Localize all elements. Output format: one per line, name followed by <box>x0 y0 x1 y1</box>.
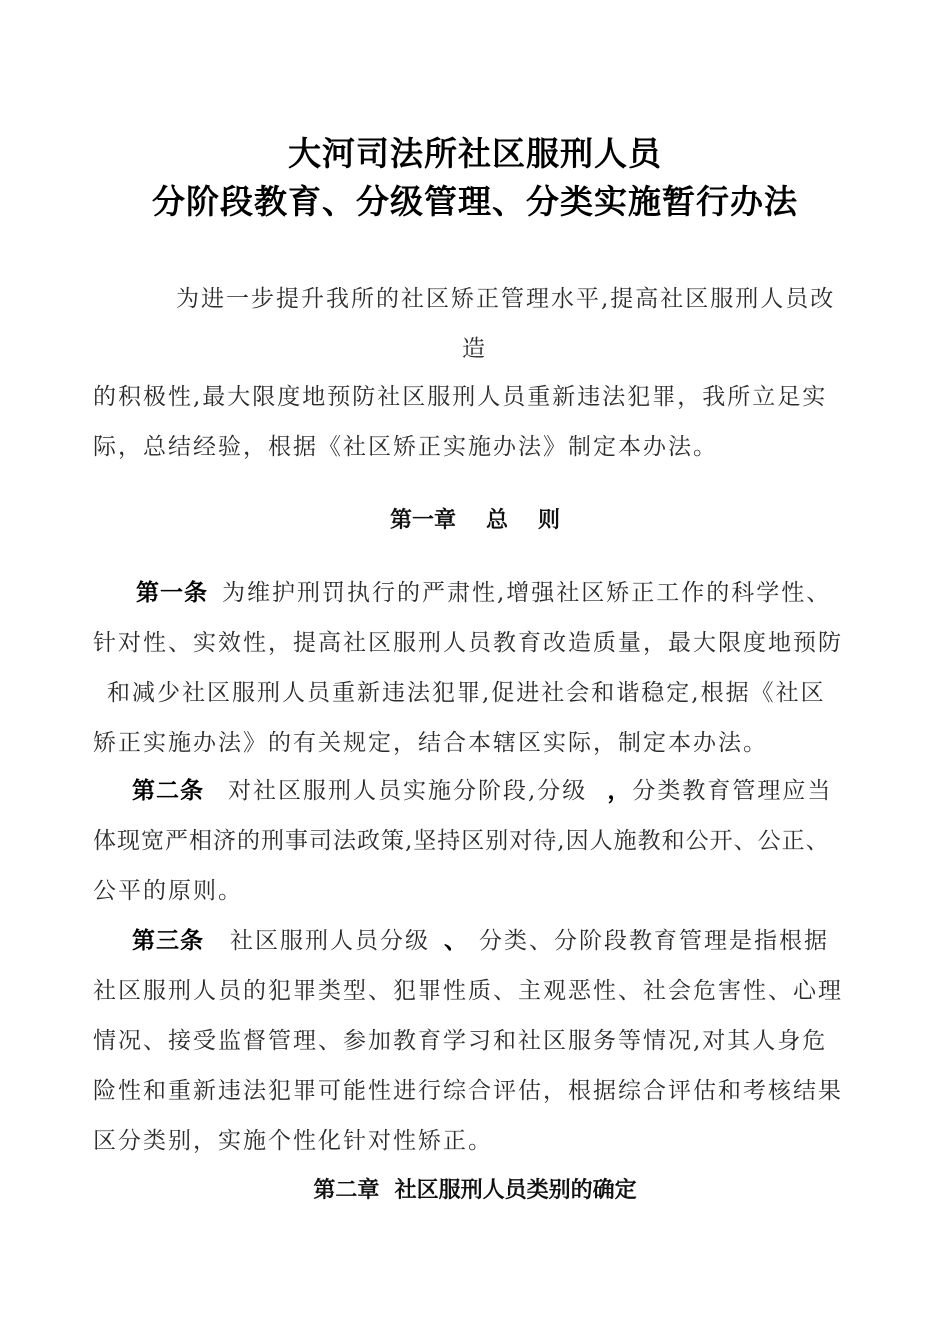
article-3-text-1c: 分类、分阶段教育管理是指根据 <box>479 928 829 954</box>
article-1-line-4: 矫正实施办法》的有关规定，结合本辖区实际，制定本办法。 <box>93 730 768 756</box>
article-1-line-3: 和减少社区服刑人员重新违法犯罪,促进社会和谐稳定,根据《社区 <box>107 680 826 706</box>
chapter-1-number: 第一章 <box>389 508 456 533</box>
article-3-line-3: 情况、接受监督管理、参加教育学习和社区服务等情况,对其人身危 <box>93 1028 828 1054</box>
article-3-line-4: 险性和重新违法犯罪可能性进行综合评估，根据综合评估和考核结果 <box>93 1078 843 1104</box>
article-2-line-2: 体现宽严相济的刑事司法政策,坚持区别对待,因人施教和公开、公正、 <box>93 828 830 854</box>
intro-line-4: 际，总结经验，根据《社区矫正实施办法》制定本办法。 <box>93 434 718 460</box>
article-1-label: 第一条 <box>136 580 208 606</box>
article-2-comma: ， <box>607 778 633 804</box>
article-2-line-1 <box>132 776 832 806</box>
article-3-line-5: 区分类别，实施个性化针对性矫正。 <box>93 1128 493 1154</box>
article-3-line-2: 社区服刑人员的犯罪类型、犯罪性质、主观恶性、社会危害性、心理 <box>93 978 843 1004</box>
article-3-comma: 、 <box>444 928 469 954</box>
intro-line-3: 的积极性,最大限度地预防社区服刑人员重新违法犯罪，我所立足实 <box>93 384 828 410</box>
chapter-2-heading: 第二章 社区服刑人员类别的确定 <box>313 1178 637 1203</box>
article-1-text-1: 为维护刑罚执行的严肃性,增强社区矫正工作的科学性、 <box>222 580 832 606</box>
article-3-text-1a: 社区服刑人员分级 <box>230 928 430 954</box>
article-2-label: 第二条 <box>132 778 204 804</box>
article-1-line-2: 针对性、实效性，提高社区服刑人员教育改造质量，最大限度地预防 <box>93 630 843 656</box>
article-3-line-1 <box>132 926 829 956</box>
document-title-line-2: 分阶段教育、分级管理、分类实施暂行办法 <box>152 182 798 221</box>
intro-line-1: 为进一步提升我所的社区矫正管理水平,提高社区服刑人员改 <box>176 286 836 312</box>
intro-line-2: 造 <box>462 336 487 362</box>
chapter-1-heading <box>0 506 950 536</box>
article-2-text-1a: 对社区服刑人员实施分阶段,分级 <box>228 778 588 804</box>
article-3-label: 第三条 <box>132 928 204 954</box>
article-2-text-1c: 分类教育管理应当 <box>632 778 833 804</box>
chapter-1-title-b: 则 <box>538 508 561 533</box>
document-title-line-1: 大河司法所社区服刑人员 <box>288 134 662 173</box>
article-1-line-1 <box>136 578 831 608</box>
chapter-1-title-a: 总 <box>485 508 508 533</box>
article-2-line-3: 公平的原则。 <box>93 878 243 904</box>
